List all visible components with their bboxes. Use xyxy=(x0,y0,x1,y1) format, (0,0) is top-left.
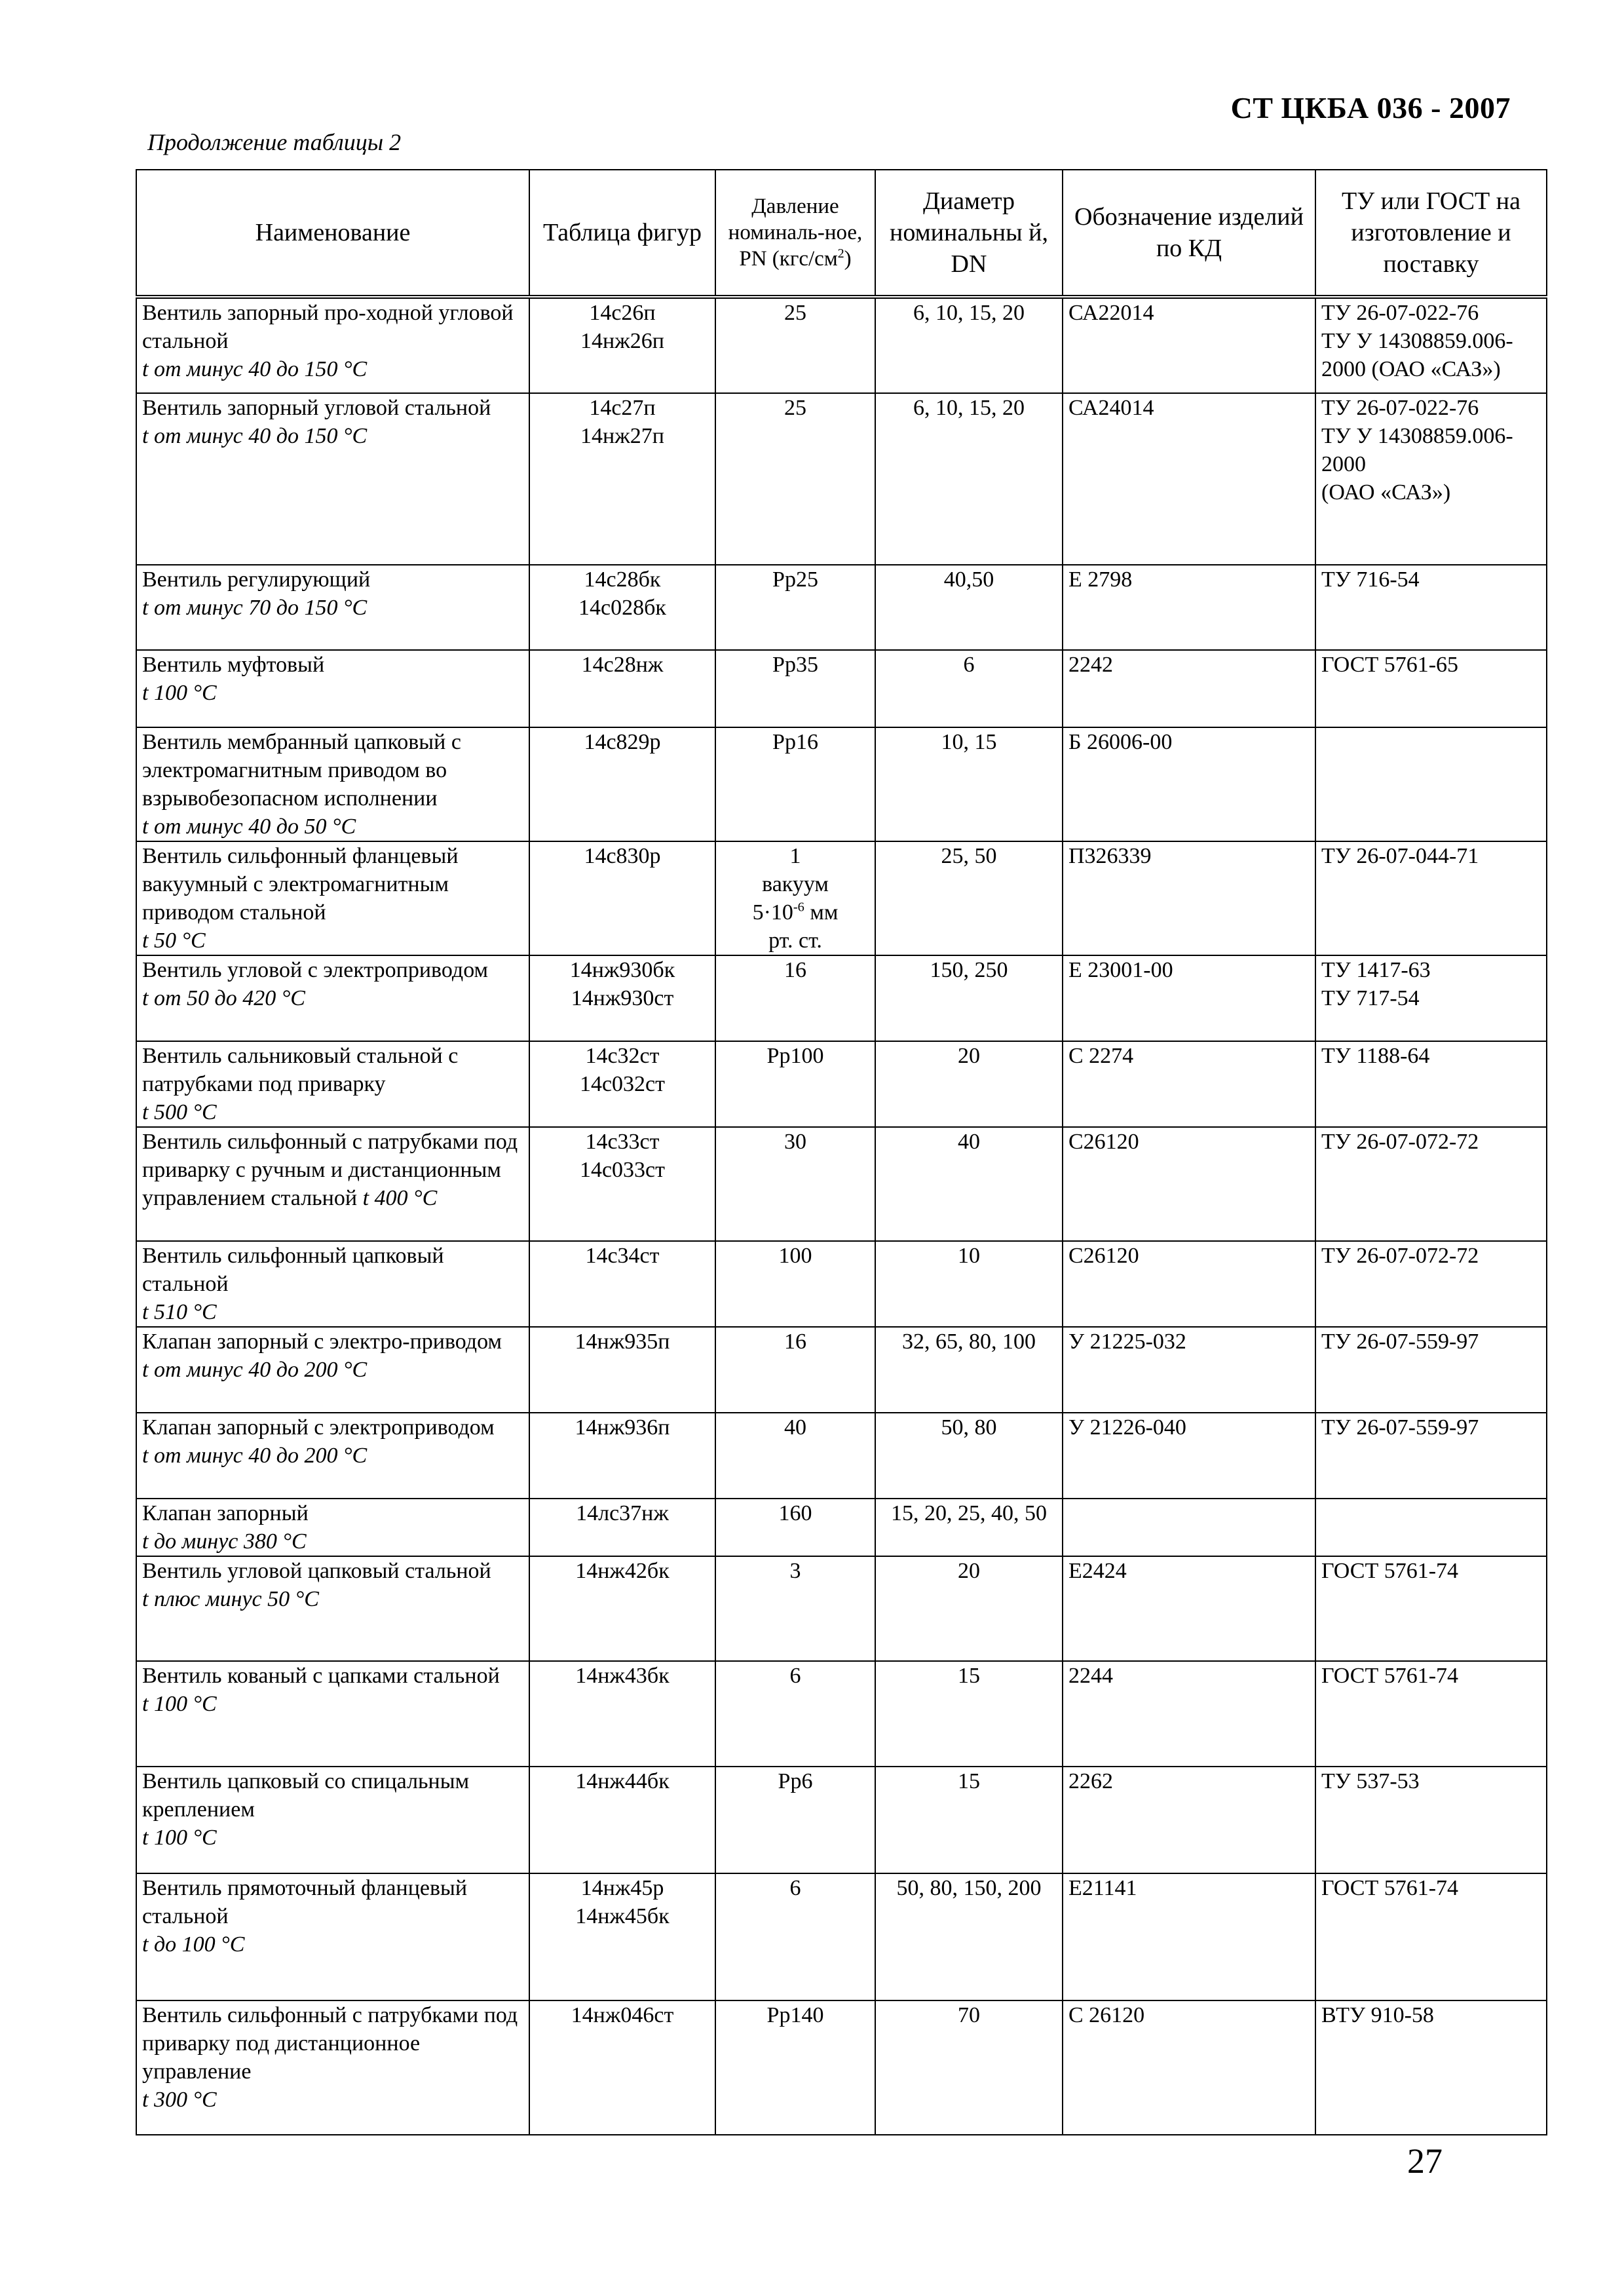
column-header-name: Наименование xyxy=(136,170,529,297)
item-name: Вентиль мембранный цапковый с электромагнитным приводом во взрывобезопасном исполнении xyxy=(142,730,461,811)
item-name: Вентиль запорный угловой стальной xyxy=(142,396,491,420)
item-temperature: t от 50 до 420 °С xyxy=(142,986,305,1010)
item-name: Вентиль сильфонный фланцевый вакуумный с электромагнитным приводом стальной xyxy=(142,844,459,925)
cell-diameter: 32, 65, 80, 100 xyxy=(875,1327,1063,1413)
cell-diameter: 150, 250 xyxy=(875,955,1063,1041)
cell-designation: С 2274 xyxy=(1063,1041,1315,1127)
cell-name xyxy=(136,393,529,565)
cell-pressure: 16 xyxy=(715,955,875,1041)
cell-pressure: Рр25 xyxy=(715,565,875,650)
cell-standard: ТУ 1188-64 xyxy=(1315,1041,1547,1127)
cell-standard xyxy=(1315,727,1547,841)
item-name: Вентиль регулирующий xyxy=(142,567,371,592)
cell-name xyxy=(136,2000,529,2135)
column-header-pressure xyxy=(715,170,875,297)
item-name: Вентиль угловой цапковый стальной xyxy=(142,1559,491,1583)
table-row xyxy=(136,841,1547,955)
cell-standard: ТУ 537-53 xyxy=(1315,1767,1547,1873)
table-row xyxy=(136,297,1547,393)
item-temperature: t 100 °С xyxy=(142,1826,217,1850)
item-temperature: t 300 °С xyxy=(142,2088,217,2112)
cell-diameter: 70 xyxy=(875,2000,1063,2135)
cell-name xyxy=(136,650,529,727)
cell-standard: ТУ 26-07-559-97 xyxy=(1315,1413,1547,1499)
cell-name xyxy=(136,955,529,1041)
cell-name xyxy=(136,565,529,650)
item-name: Вентиль сильфонный с патрубками под приварку под дистанционное управление xyxy=(142,2003,518,2084)
cell-figures: 14нж936п xyxy=(529,1413,715,1499)
cell-pressure: 25 xyxy=(715,297,875,393)
table-row xyxy=(136,1413,1547,1499)
cell-figures: 14с830р xyxy=(529,841,715,955)
table-row xyxy=(136,1499,1547,1556)
item-temperature: t от минус 70 до 150 °С xyxy=(142,596,368,620)
cell-name xyxy=(136,1661,529,1767)
cell-standard: ТУ 26-07-072-72 xyxy=(1315,1127,1547,1241)
cell-standard: ВТУ 910-58 xyxy=(1315,2000,1547,2135)
cell-figures: 14с33ст 14с033ст xyxy=(529,1127,715,1241)
cell-designation: СА24014 xyxy=(1063,393,1315,565)
cell-standard: ГОСТ 5761-74 xyxy=(1315,1556,1547,1661)
item-temperature: t 100 °С xyxy=(142,1692,217,1716)
cell-designation: 2244 xyxy=(1063,1661,1315,1767)
cell-diameter: 15 xyxy=(875,1767,1063,1873)
table-row xyxy=(136,650,1547,727)
cell-diameter: 6, 10, 15, 20 xyxy=(875,297,1063,393)
item-temperature: t от минус 40 до 150 °С xyxy=(142,424,368,448)
cell-figures: 14с34ст xyxy=(529,1241,715,1327)
cell-designation: Е21141 xyxy=(1063,1873,1315,2000)
table-row xyxy=(136,1556,1547,1661)
cell-designation: Е2424 xyxy=(1063,1556,1315,1661)
cell-designation: С26120 xyxy=(1063,1127,1315,1241)
table-row xyxy=(136,1661,1547,1767)
cell-standard: ГОСТ 5761-65 xyxy=(1315,650,1547,727)
item-name: Вентиль прямоточный фланцевый стальной xyxy=(142,1876,468,1928)
table-row xyxy=(136,1767,1547,1873)
cell-figures: 14нж45р 14нж45бк xyxy=(529,1873,715,2000)
cell-designation: С 26120 xyxy=(1063,2000,1315,2135)
cell-figures: 14нж43бк xyxy=(529,1661,715,1767)
cell-pressure: Рр6 xyxy=(715,1767,875,1873)
table-caption: Продолжение таблицы 2 xyxy=(147,129,402,155)
item-temperature: t от минус 40 до 200 °С xyxy=(142,1444,368,1468)
cell-standard: ТУ 26-07-044-71 xyxy=(1315,841,1547,955)
cell-figures: 14с829р xyxy=(529,727,715,841)
cell-standard: ГОСТ 5761-74 xyxy=(1315,1873,1547,2000)
table-row xyxy=(136,727,1547,841)
pressure-unit: мм рт. ст. xyxy=(768,900,839,953)
item-temperature: t от минус 40 до 50 °С xyxy=(142,814,356,839)
table-row xyxy=(136,393,1547,565)
cell-diameter: 15, 20, 25, 40, 50 xyxy=(875,1499,1063,1556)
cell-designation: Е 2798 xyxy=(1063,565,1315,650)
cell-diameter: 10 xyxy=(875,1241,1063,1327)
cell-designation: П326339 xyxy=(1063,841,1315,955)
cell-standard: ТУ 716-54 xyxy=(1315,565,1547,650)
item-temperature: t от минус 40 до 200 °С xyxy=(142,1358,368,1382)
item-name: Вентиль муфтовый xyxy=(142,653,325,677)
cell-pressure: 3 xyxy=(715,1556,875,1661)
cell-designation: Б 26006-00 xyxy=(1063,727,1315,841)
cell-pressure: 16 xyxy=(715,1327,875,1413)
cell-designation: 2262 xyxy=(1063,1767,1315,1873)
cell-name xyxy=(136,1413,529,1499)
cell-name xyxy=(136,1327,529,1413)
item-name: Клапан запорный с электро-приводом xyxy=(142,1330,502,1354)
pressure-value: 1 вакуум 5·10 xyxy=(752,844,829,925)
cell-name xyxy=(136,1041,529,1127)
cell-standard: ТУ 26-07-022-76 ТУ У 14308859.006-2000 (ОАО «САЗ») xyxy=(1315,393,1547,565)
item-name: Вентиль сильфонный с патрубками под приварку с ручным и дистанционным управлением стальной xyxy=(142,1130,518,1210)
cell-figures: 14нж44бк xyxy=(529,1767,715,1873)
cell-designation xyxy=(1063,1499,1315,1556)
cell-pressure: Рр35 xyxy=(715,650,875,727)
cell-standard: ТУ 26-07-559-97 xyxy=(1315,1327,1547,1413)
pressure-exponent: -6 xyxy=(793,900,804,915)
column-header-standard: ТУ или ГОСТ на изготовление и поставку xyxy=(1315,170,1547,297)
item-name: Клапан запорный xyxy=(142,1501,309,1525)
pressure-header-tail: ) xyxy=(844,247,852,271)
cell-standard: ГОСТ 5761-74 xyxy=(1315,1661,1547,1767)
cell-diameter: 40,50 xyxy=(875,565,1063,650)
cell-standard xyxy=(1315,1499,1547,1556)
table-row xyxy=(136,565,1547,650)
cell-name xyxy=(136,841,529,955)
cell-designation: У 21226-040 xyxy=(1063,1413,1315,1499)
cell-diameter: 6 xyxy=(875,650,1063,727)
cell-diameter: 25, 50 xyxy=(875,841,1063,955)
item-temperature: t до 100 °С xyxy=(142,1932,245,1957)
column-header-figures: Таблица фигур xyxy=(529,170,715,297)
cell-standard: ТУ 26-07-072-72 xyxy=(1315,1241,1547,1327)
item-temperature: t 510 °С xyxy=(142,1300,217,1324)
item-temperature: t 100 °С xyxy=(142,681,217,705)
cell-name xyxy=(136,1241,529,1327)
table-row xyxy=(136,1041,1547,1127)
item-name: Вентиль цапковый со спицальным креплением xyxy=(142,1769,470,1822)
cell-pressure: 25 xyxy=(715,393,875,565)
cell-pressure xyxy=(715,841,875,955)
cell-figures: 14с32ст 14с032ст xyxy=(529,1041,715,1127)
item-temperature: t 500 °С xyxy=(142,1100,217,1124)
cell-designation: У 21225-032 xyxy=(1063,1327,1315,1413)
cell-diameter: 50, 80, 150, 200 xyxy=(875,1873,1063,2000)
cell-designation: Е 23001-00 xyxy=(1063,955,1315,1041)
column-header-diameter: Диаметр номинальны й, DN xyxy=(875,170,1063,297)
table-row xyxy=(136,1327,1547,1413)
column-header-designation: Обозначение изделий по КД xyxy=(1063,170,1315,297)
cell-figures: 14с26п 14нж26п xyxy=(529,297,715,393)
cell-figures: 14с27п 14нж27п xyxy=(529,393,715,565)
cell-diameter: 40 xyxy=(875,1127,1063,1241)
specification-table xyxy=(136,169,1547,2135)
cell-figures: 14лс37нж xyxy=(529,1499,715,1556)
item-name: Вентиль сальниковый стальной с патрубками под приварку xyxy=(142,1044,459,1096)
item-name: Клапан запорный с электроприводом xyxy=(142,1415,495,1440)
cell-name xyxy=(136,1499,529,1556)
table-row xyxy=(136,1127,1547,1241)
cell-diameter: 20 xyxy=(875,1556,1063,1661)
cell-figures: 14нж935п xyxy=(529,1327,715,1413)
cell-designation: С26120 xyxy=(1063,1241,1315,1327)
cell-figures: 14с28нж xyxy=(529,650,715,727)
cell-name xyxy=(136,1767,529,1873)
cell-standard: ТУ 1417-63 ТУ 717-54 xyxy=(1315,955,1547,1041)
document-code: СТ ЦКБА 036 - 2007 xyxy=(1230,91,1511,124)
cell-diameter: 6, 10, 15, 20 xyxy=(875,393,1063,565)
page-number: 27 xyxy=(1407,2141,1443,2181)
cell-diameter: 15 xyxy=(875,1661,1063,1767)
table-row xyxy=(136,1873,1547,2000)
cell-pressure: 40 xyxy=(715,1413,875,1499)
table-body xyxy=(136,297,1547,2135)
cell-pressure: 100 xyxy=(715,1241,875,1327)
cell-standard: ТУ 26-07-022-76 ТУ У 14308859.006-2000 (ОАО «САЗ») xyxy=(1315,297,1547,393)
cell-pressure: 160 xyxy=(715,1499,875,1556)
cell-figures: 14нж046ст xyxy=(529,2000,715,2135)
item-temperature: t до минус 380 °С xyxy=(142,1529,307,1554)
cell-designation: 2242 xyxy=(1063,650,1315,727)
cell-figures: 14нж42бк xyxy=(529,1556,715,1661)
cell-pressure: 6 xyxy=(715,1873,875,2000)
item-name: Вентиль кованый с цапками стальной xyxy=(142,1664,500,1688)
item-name: Вентиль сильфонный цапковый стальной xyxy=(142,1244,444,1296)
table-header-row xyxy=(136,170,1547,297)
cell-diameter: 50, 80 xyxy=(875,1413,1063,1499)
item-name: Вентиль угловой с электроприводом xyxy=(142,958,489,982)
pressure-header-superscript: 2 xyxy=(837,246,844,261)
item-temperature: t 50 °С xyxy=(142,928,206,953)
table-row xyxy=(136,1241,1547,1327)
cell-name xyxy=(136,727,529,841)
table-row xyxy=(136,955,1547,1041)
cell-pressure: Рр16 xyxy=(715,727,875,841)
cell-pressure: 30 xyxy=(715,1127,875,1241)
cell-diameter: 10, 15 xyxy=(875,727,1063,841)
table-row xyxy=(136,2000,1547,2135)
item-temperature: t плюс минус 50 °С xyxy=(142,1587,319,1611)
cell-diameter: 20 xyxy=(875,1041,1063,1127)
cell-pressure: 6 xyxy=(715,1661,875,1767)
cell-figures: 14нж930бк 14нж930ст xyxy=(529,955,715,1041)
cell-figures: 14с28бк 14с028бк xyxy=(529,565,715,650)
item-temperature: t 400 °С xyxy=(362,1186,438,1210)
item-name: Вентиль запорный про-ходной угловой стальной xyxy=(142,301,514,353)
cell-name xyxy=(136,1556,529,1661)
cell-name xyxy=(136,1127,529,1241)
item-temperature: t от минус 40 до 150 °С xyxy=(142,357,368,381)
cell-name xyxy=(136,297,529,393)
cell-designation: СА22014 xyxy=(1063,297,1315,393)
cell-name xyxy=(136,1873,529,2000)
cell-pressure: Рр100 xyxy=(715,1041,875,1127)
cell-pressure: Рр140 xyxy=(715,2000,875,2135)
pressure-header-text: Давление номиналь-ное, PN (кгс/см xyxy=(728,195,863,271)
